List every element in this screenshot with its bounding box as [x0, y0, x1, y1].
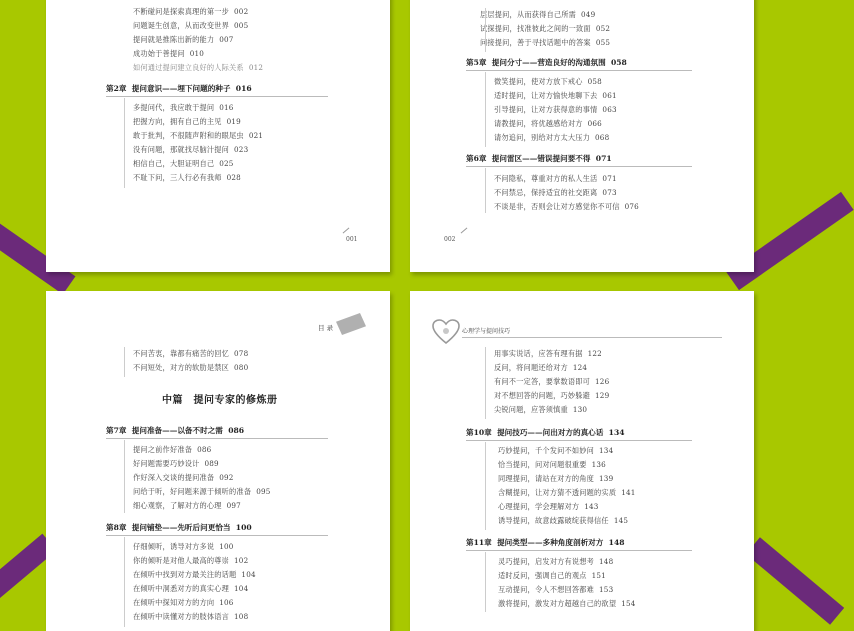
vertical-rule	[124, 98, 125, 188]
toc-entry: 提问就是推陈出新的能力 007	[133, 35, 234, 44]
toc-entry: 仔细倾听，诱导对方多说 100	[133, 542, 234, 551]
toc-entry: 灵巧提问，启发对方有说想考 148	[498, 557, 614, 566]
toc-entry: 互动提问，令人不想回答都难 153	[498, 585, 614, 594]
toc-entry: 问题诞生创意，从而改变世界 005	[133, 21, 249, 30]
divider	[466, 440, 692, 441]
toc-entry: 在倾听中找到对方最关注的话题 104	[133, 570, 256, 579]
chapter-badge-icon	[336, 313, 366, 335]
divider	[466, 70, 692, 71]
divider	[466, 166, 692, 167]
toc-entry: 激将提问，激发对方超越自己的欲望 154	[498, 599, 636, 608]
toc-entry: 作好深入交谈的提问准备 092	[133, 473, 234, 482]
page-number-tick	[343, 228, 350, 234]
vertical-rule	[124, 347, 125, 377]
toc-entry: 反问，将问题还给对方 124	[494, 363, 588, 372]
vertical-rule	[485, 8, 486, 52]
toc-entry: 如何通过提问建立良好的人际关系 012	[133, 63, 264, 72]
toc-entry: 在倾听中洞悉对方的真实心理 104	[133, 584, 249, 593]
vertical-rule	[485, 442, 486, 530]
toc-entry: 不谈是非，否则会让对方感觉你不可信 076	[494, 202, 639, 211]
toc-entry: 好问题需要巧妙设计 089	[133, 459, 219, 468]
toc-entry: 在倾听中读懂对方的肢体语言 108	[133, 612, 249, 621]
toc-entry: 成功始于善提问 010	[133, 49, 205, 58]
toc-entry: 敢于批判，不很随声附和的眼尾虫 021	[133, 131, 264, 140]
toc-entry: 不问禁忌，保持适宜的社交距离 073	[494, 188, 617, 197]
vertical-rule	[124, 537, 125, 627]
toc-entry: 心理提问，学会理解对方 143	[498, 502, 599, 511]
toc-page-top-right	[410, 0, 754, 272]
vertical-rule	[485, 72, 486, 147]
section-title: 中篇 提问专家的修炼册	[162, 395, 278, 406]
running-header: 心理学与提问技巧	[462, 328, 511, 335]
divider	[106, 96, 328, 97]
header-rule	[462, 337, 722, 338]
toc-entry: 含糊提问，让对方猜不透问题的实质 141	[498, 488, 636, 497]
vertical-rule	[485, 347, 486, 419]
divider	[106, 535, 328, 536]
toc-entry: 问接提问，善于寻找话题中的答案 055	[480, 38, 611, 47]
toc-entry: 引导提问，让对方获得意的事情 063	[494, 105, 617, 114]
toc-entry: 恰当提问，问对问题很重要 136	[498, 460, 606, 469]
toc-entry: 有问不一定答，要掌数语即可 126	[494, 377, 610, 386]
vertical-rule	[124, 440, 125, 513]
toc-entry: 不问隐私，尊重对方的私人生活 071	[494, 174, 617, 183]
chapter-heading: 第7章 提问准备——以备不时之需 086	[106, 426, 245, 435]
toc-entry: 微笑提问，使对方放下戒心 058	[494, 77, 602, 86]
toc-entry: 不耻下问，三人行必有我师 028	[133, 173, 241, 182]
toc-entry: 用事实说话，应答有理有据 122	[494, 349, 602, 358]
page-number: 002	[444, 236, 456, 243]
chapter-heading: 第2章 提问意识——埋下问题的种子 016	[106, 84, 252, 93]
toc-entry: 细心观察，了解对方的心理 097	[133, 501, 241, 510]
toc-entry: 对不想回答的问题，巧妙躲避 129	[494, 391, 610, 400]
toc-entry: 层层提问，从而获得自己所需 049	[480, 10, 596, 19]
chapter-heading: 第5章 提问分寸——营造良好的沟通氛围 058	[466, 58, 627, 67]
divider	[466, 550, 692, 551]
toc-entry: 适时反问，强调自己的观点 151	[498, 571, 606, 580]
page-number-tick	[461, 228, 468, 234]
toc-entry: 问给于听，好问题来源于倾听的准备 095	[133, 487, 271, 496]
toc-entry: 提问之前作好准备 086	[133, 445, 212, 454]
toc-entry: 不问短处，对方的软肋是禁区 080	[133, 363, 249, 372]
toc-page-bottom-right	[410, 291, 754, 631]
toc-entry: 请教提问，将优越感给对方 066	[494, 119, 602, 128]
toc-entry: 没有问题，那就找尽脑汁提问 023	[133, 145, 249, 154]
toc-page-bottom-left	[46, 291, 390, 631]
vertical-rule	[485, 168, 486, 213]
toc-entry: 在倾听中探知对方的方向 106	[133, 598, 234, 607]
running-header-label: 目 录	[318, 324, 334, 332]
toc-entry: 多提问代，我应敢于提问 016	[133, 103, 234, 112]
vertical-rule	[485, 552, 486, 612]
page-number: 001	[346, 236, 358, 243]
toc-entry: 试探提问，找准彼此之间的一致面 052	[480, 24, 611, 33]
toc-entry: 巧妙提问，千个发问不如妙问 134	[498, 446, 614, 455]
toc-entry: 适时提问，让对方愉快地聊下去 061	[494, 91, 617, 100]
toc-entry: 诱导提问，故意歧露破绽获得信任 145	[498, 516, 629, 525]
decorative-stripe	[746, 537, 844, 625]
divider	[106, 438, 328, 439]
toc-entry: 你的倾听是对他人最高的尊崇 102	[133, 556, 249, 565]
toc-entry: 请勿追问，别给对方太大压力 068	[494, 133, 610, 142]
toc-entry: 相信自己，大胆证明自己 025	[133, 159, 234, 168]
chapter-heading: 第8章 提问铺垫——先听后问更恰当 100	[106, 523, 252, 532]
toc-entry: 同理提问，请站在对方的角度 139	[498, 474, 614, 483]
toc-entry: 不断碰问是探索真理的第一步 002	[133, 7, 249, 16]
heart-logo-icon	[432, 319, 460, 345]
toc-entry: 不问苦衷，靠都有痛苦的回忆 078	[133, 349, 249, 358]
chapter-heading: 第6章 提问雷区——错误提问要不得 071	[466, 154, 612, 163]
chapter-heading: 第10章 提问技巧——问出对方的真心话 134	[466, 428, 625, 437]
toc-entry: 尖锐问题，应答须慎重 130	[494, 405, 588, 414]
toc-entry: 把握方向，拥有自己的主见 019	[133, 117, 241, 126]
chapter-heading: 第11章 提问类型——多种角度剖析对方 148	[466, 538, 625, 547]
toc-page-top-left	[46, 0, 390, 272]
